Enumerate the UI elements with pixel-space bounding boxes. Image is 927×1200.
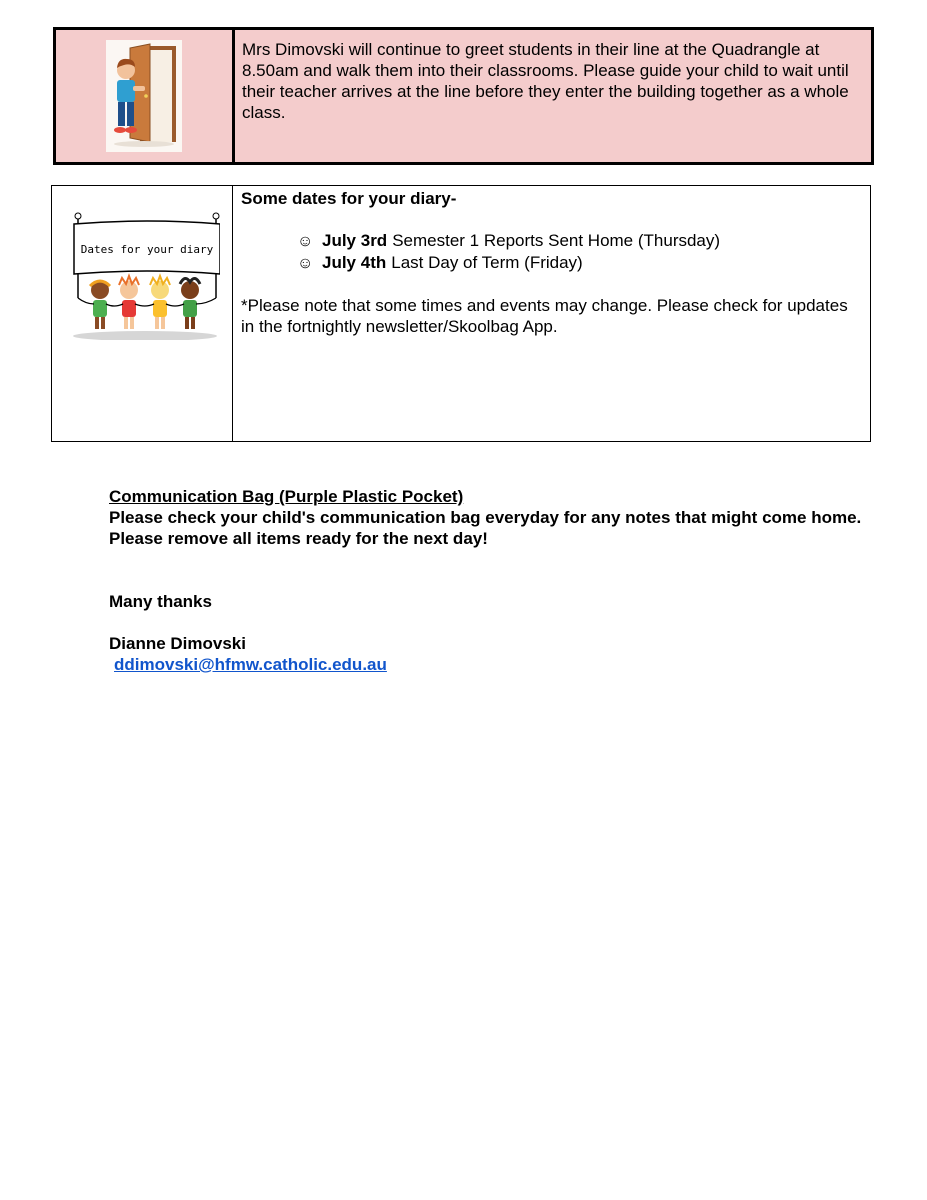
diary-dates-box xyxy=(51,185,871,442)
diary-image-cell xyxy=(52,186,233,441)
door-image-cell xyxy=(56,30,235,162)
bag-heading: Communication Bag (Purple Plastic Pocket) xyxy=(109,487,464,506)
date-event: Semester 1 Reports Sent Home (Thursday) xyxy=(392,231,721,250)
thanks-text: Many thanks xyxy=(109,592,212,611)
diary-note: *Please note that some times and events may change. Please check for updates in the fortnightly newsletter/Skoolbag App. xyxy=(241,296,848,336)
door-notice-box xyxy=(53,27,874,165)
date-label: July 4th xyxy=(322,253,387,272)
door-notice-text: Mrs Dimovski will continue to greet students in their line at the Quadrangle at 8.50am and walk them into their classrooms. Please guide your child to wait until their teacher arrives at the line before they enter the building together as a whole class. xyxy=(242,40,849,122)
signature-name: Dianne Dimovski xyxy=(109,634,246,653)
list-item xyxy=(297,230,860,252)
children-holding-banner-illustration xyxy=(70,210,220,340)
date-label: July 3rd xyxy=(322,231,388,250)
diary-text xyxy=(233,186,870,441)
date-event: Last Day of Term (Friday) xyxy=(391,253,583,272)
closing-section xyxy=(109,486,869,675)
list-item xyxy=(297,252,860,274)
bag-text: Please check your child's communication bag everyday for any notes that might come home. Please remove all items ready for the next day! xyxy=(109,508,862,548)
banner-text: Dates for your diary xyxy=(80,243,214,256)
dates-list xyxy=(297,230,860,274)
smiley-bullet-icon: ☺ xyxy=(297,233,314,250)
email-link[interactable]: ddimovski@hfmw.catholic.edu.au xyxy=(114,655,387,674)
boy-opening-door-illustration xyxy=(106,40,182,152)
diary-heading: Some dates for your diary- xyxy=(241,189,457,208)
smiley-bullet-icon: ☺ xyxy=(297,255,314,272)
